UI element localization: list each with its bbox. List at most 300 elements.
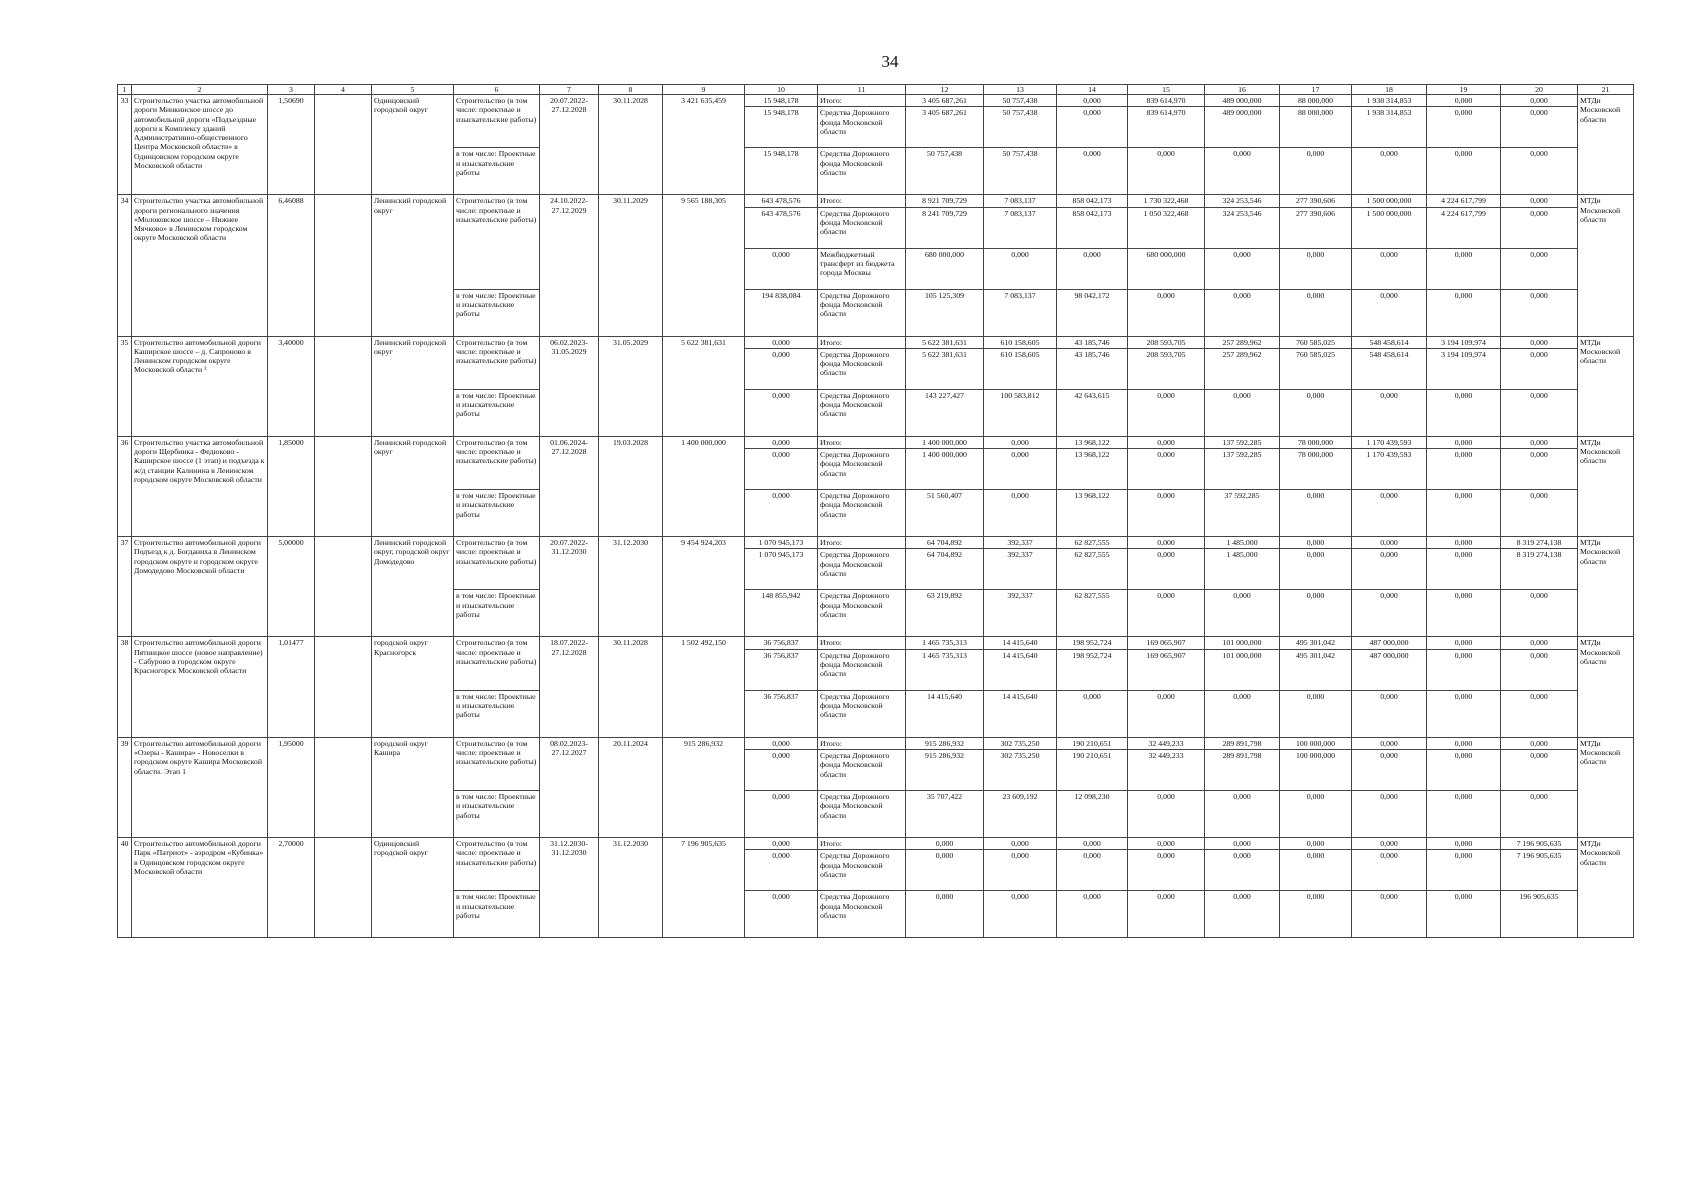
funding-source: Средства Дорожного фонда Московской области: [818, 490, 906, 537]
column-number-7: 7: [540, 85, 599, 95]
table-row: [118, 436, 1634, 448]
funding-value: 0,000: [1057, 248, 1128, 289]
funding-value: 14 415,640: [984, 690, 1057, 737]
funding-value: 0,000: [1501, 750, 1578, 791]
executor: МТДи Московской области: [1578, 195, 1634, 336]
funding-source: Итого:: [818, 95, 906, 107]
table-body: [118, 85, 1634, 938]
funding-value: 548 458,614: [1352, 348, 1427, 389]
column-number-8: 8: [599, 85, 663, 95]
funding-value: 760 585,025: [1280, 336, 1352, 348]
funding-value: 0,000: [1501, 248, 1578, 289]
funding-value: 3 405 687,261: [906, 95, 984, 107]
funding-value: 0,000: [1128, 449, 1205, 490]
funding-value: 858 042,173: [1057, 207, 1128, 248]
capacity: [315, 195, 372, 336]
financed-before: 0,000: [745, 336, 818, 348]
financed-before: 1 070 945,173: [745, 549, 818, 590]
funding-value: 78 000,000: [1280, 449, 1352, 490]
funding-value: 208 593,705: [1128, 336, 1205, 348]
work-period: 18.07.2022-27.12.2028: [540, 637, 599, 737]
funding-value: 0,000: [1427, 436, 1501, 448]
funding-value: 7 083,137: [984, 195, 1057, 207]
funding-value: 0,000: [1205, 389, 1280, 436]
funding-value: 7 196 905,635: [1501, 838, 1578, 850]
funding-value: 680 000,000: [1128, 248, 1205, 289]
funding-value: 302 735,250: [984, 750, 1057, 791]
capacity: [315, 336, 372, 436]
funding-value: 23 609,192: [984, 791, 1057, 838]
object-name: Строительство автомобильной дороги Каширское шоссе – д. Сапроново в Ленинском городском округе Московской области ³: [132, 336, 268, 436]
financed-before: 0,000: [745, 791, 818, 838]
funding-value: 489 000,000: [1205, 95, 1280, 107]
object-name: Строительство участка автомобильной дороги Минкинское шоссе до автомобильной дороги «Подъездные дороги к Комплексу зданий Административно-общественного Центра Московской области» в Одинцовском городском округе Московской области: [132, 95, 268, 195]
work-type: Строительство (в том числе: проектные и изыскательские работы): [454, 737, 540, 790]
table-row: [118, 737, 1634, 749]
funding-value: 7 196 905,635: [1501, 850, 1578, 891]
funding-value: 42 643,615: [1057, 389, 1128, 436]
funding-value: 100 583,812: [984, 389, 1057, 436]
funding-value: 0,000: [1352, 590, 1427, 637]
table-row: [118, 95, 1634, 107]
funding-value: 0,000: [1427, 289, 1501, 336]
funding-value: 0,000: [1205, 891, 1280, 938]
district: городской округ Кашира: [372, 737, 454, 837]
funding-value: 0,000: [1427, 248, 1501, 289]
funding-value: 610 158,605: [984, 348, 1057, 389]
funding-value: 4 224 617,799: [1427, 195, 1501, 207]
work-type: в том числе: Проектные и изыскательские работы: [454, 690, 540, 737]
funding-value: 137 592,285: [1205, 449, 1280, 490]
funding-source: Итого:: [818, 436, 906, 448]
district: Ленинский городской округ, городской округ Домодедово: [372, 537, 454, 637]
column-number-1: 1: [118, 85, 132, 95]
work-period: 31.12.2030-31.12.2030: [540, 838, 599, 938]
funding-value: 0,000: [1280, 891, 1352, 938]
funding-value: 257 289,962: [1205, 336, 1280, 348]
funding-value: 0,000: [1501, 449, 1578, 490]
funding-value: 50 757,438: [906, 148, 984, 195]
funding-value: 8 241 709,729: [906, 207, 984, 248]
funding-value: 0,000: [1352, 791, 1427, 838]
financed-before: 0,000: [745, 449, 818, 490]
funding-value: 0,000: [1501, 195, 1578, 207]
funding-value: 0,000: [1057, 690, 1128, 737]
funding-value: 489 000,000: [1205, 107, 1280, 148]
commissioning-date: 30.11.2029: [599, 195, 663, 336]
funding-source: Средства Дорожного фонда Московской области: [818, 289, 906, 336]
road-length: 5,00000: [268, 537, 315, 637]
funding-source: Средства Дорожного фонда Московской области: [818, 649, 906, 690]
funding-value: 392,337: [984, 549, 1057, 590]
funding-value: 0,000: [984, 838, 1057, 850]
funding-value: 208 593,705: [1128, 348, 1205, 389]
funding-source: Средства Дорожного фонда Московской области: [818, 107, 906, 148]
capacity: [315, 537, 372, 637]
funding-value: 64 704,892: [906, 549, 984, 590]
funding-value: 1 170 439,593: [1352, 449, 1427, 490]
column-number-14: 14: [1057, 85, 1128, 95]
funding-value: 1 050 322,468: [1128, 207, 1205, 248]
total-cost: 3 421 635,459: [663, 95, 745, 195]
funding-value: 0,000: [1427, 95, 1501, 107]
funding-source: Средства Дорожного фонда Московской области: [818, 148, 906, 195]
funding-value: 0,000: [1205, 590, 1280, 637]
funding-value: 190 210,651: [1057, 750, 1128, 791]
funding-value: 169 065,907: [1128, 637, 1205, 649]
district: городской округ Красногорск: [372, 637, 454, 737]
funding-value: 0,000: [1427, 690, 1501, 737]
funding-value: 78 000,000: [1280, 436, 1352, 448]
financed-before: 36 756,837: [745, 637, 818, 649]
funding-value: 0,000: [1427, 490, 1501, 537]
funding-value: 0,000: [1128, 389, 1205, 436]
funding-value: 0,000: [1205, 289, 1280, 336]
funding-value: 277 390,606: [1280, 207, 1352, 248]
table-row: [118, 838, 1634, 850]
district: Одинцовский городской округ: [372, 95, 454, 195]
table-row: [118, 537, 1634, 549]
column-number-12: 12: [906, 85, 984, 95]
commissioning-date: 31.12.2030: [599, 537, 663, 637]
funding-source: Средства Дорожного фонда Московской области: [818, 449, 906, 490]
funding-value: 1 485,000: [1205, 537, 1280, 549]
executor: МТДи Московской области: [1578, 838, 1634, 938]
funding-value: 487 000,000: [1352, 637, 1427, 649]
funding-value: 277 390,606: [1280, 195, 1352, 207]
financed-before: 0,000: [745, 389, 818, 436]
work-type: в том числе: Проектные и изыскательские работы: [454, 791, 540, 838]
funding-value: 0,000: [1205, 248, 1280, 289]
funding-value: 0,000: [1427, 637, 1501, 649]
funding-value: 0,000: [1352, 289, 1427, 336]
road-length: 1,95000: [268, 737, 315, 837]
funding-value: 0,000: [1501, 791, 1578, 838]
funding-value: 0,000: [1427, 791, 1501, 838]
table-row: [118, 195, 1634, 207]
total-cost: 1 400 000,000: [663, 436, 745, 536]
funding-value: 50 757,438: [984, 95, 1057, 107]
column-number-3: 3: [268, 85, 315, 95]
funding-value: 0,000: [1427, 891, 1501, 938]
funding-value: 0,000: [1501, 490, 1578, 537]
funding-value: 0,000: [1352, 148, 1427, 195]
funding-value: 0,000: [1427, 389, 1501, 436]
funding-value: 37 592,285: [1205, 490, 1280, 537]
funding-value: 1 400 000,000: [906, 436, 984, 448]
executor: МТДи Московской области: [1578, 637, 1634, 737]
financed-before: 643 478,576: [745, 207, 818, 248]
funding-value: 0,000: [906, 891, 984, 938]
district: Ленинский городской округ: [372, 336, 454, 436]
funding-value: 1 500 000,000: [1352, 207, 1427, 248]
funding-value: 35 707,422: [906, 791, 984, 838]
financed-before: 15 948,178: [745, 95, 818, 107]
capacity: [315, 95, 372, 195]
funding-value: 0,000: [1501, 637, 1578, 649]
funding-value: 0,000: [1501, 95, 1578, 107]
funding-source: Средства Дорожного фонда Московской области: [818, 549, 906, 590]
funding-value: 12 098,230: [1057, 791, 1128, 838]
funding-value: 915 286,932: [906, 750, 984, 791]
funding-value: 0,000: [984, 490, 1057, 537]
funding-value: 137 592,285: [1205, 436, 1280, 448]
funding-value: 0,000: [1057, 107, 1128, 148]
funding-value: 0,000: [1501, 148, 1578, 195]
object-name: Строительство автомобильной дороги Пятницкое шоссе (новое направление) - Сабурово в городском округе Красногорск Московской области: [132, 637, 268, 737]
funding-value: 105 125,309: [906, 289, 984, 336]
funding-value: 0,000: [984, 891, 1057, 938]
column-number-20: 20: [1501, 85, 1578, 95]
funding-value: 0,000: [1280, 549, 1352, 590]
funding-value: 0,000: [1352, 389, 1427, 436]
funding-value: 0,000: [1501, 590, 1578, 637]
financed-before: 36 756,837: [745, 649, 818, 690]
funding-value: 0,000: [1352, 737, 1427, 749]
capacity: [315, 436, 372, 536]
funding-value: 0,000: [984, 436, 1057, 448]
row-number: 33: [118, 95, 132, 195]
funding-value: 257 289,962: [1205, 348, 1280, 389]
commissioning-date: 30.11.2028: [599, 95, 663, 195]
funding-value: 0,000: [1352, 537, 1427, 549]
funding-source: Средства Дорожного фонда Московской области: [818, 791, 906, 838]
funding-value: 5 622 381,631: [906, 336, 984, 348]
funding-value: 8 319 274,138: [1501, 537, 1578, 549]
funding-value: 0,000: [1501, 336, 1578, 348]
funding-value: 0,000: [1128, 148, 1205, 195]
funding-source: Итого:: [818, 195, 906, 207]
row-number: 39: [118, 737, 132, 837]
funding-value: 8 921 709,729: [906, 195, 984, 207]
work-type: Строительство (в том числе: проектные и изыскательские работы): [454, 436, 540, 489]
column-number-16: 16: [1205, 85, 1280, 95]
funding-value: 548 458,614: [1352, 336, 1427, 348]
funding-value: 0,000: [1501, 690, 1578, 737]
funding-value: 0,000: [1427, 737, 1501, 749]
work-period: 24.10.2022-27.12.2029: [540, 195, 599, 336]
total-cost: 5 622 381,631: [663, 336, 745, 436]
funding-source: Средства Дорожного фонда Московской области: [818, 891, 906, 938]
funding-value: 0,000: [1427, 107, 1501, 148]
commissioning-date: 19.03.2028: [599, 436, 663, 536]
total-cost: 9 565 188,305: [663, 195, 745, 336]
funding-value: 0,000: [1057, 95, 1128, 107]
funding-value: 13 968,122: [1057, 436, 1128, 448]
district: Ленинский городской округ: [372, 195, 454, 336]
funding-value: 3 194 109,974: [1427, 348, 1501, 389]
funding-value: 143 227,427: [906, 389, 984, 436]
road-length: 2,70000: [268, 838, 315, 938]
funding-value: 839 614,970: [1128, 95, 1205, 107]
financed-before: 0,000: [745, 490, 818, 537]
funding-value: 0,000: [1128, 838, 1205, 850]
capacity: [315, 838, 372, 938]
work-type: в том числе: Проектные и изыскательские работы: [454, 590, 540, 637]
funding-value: 610 158,605: [984, 336, 1057, 348]
funding-source: Итого:: [818, 336, 906, 348]
row-number: 40: [118, 838, 132, 938]
funding-value: 100 000,000: [1280, 750, 1352, 791]
funding-value: 0,000: [1427, 537, 1501, 549]
column-number-13: 13: [984, 85, 1057, 95]
commissioning-date: 31.12.2030: [599, 838, 663, 938]
executor: МТДи Московской области: [1578, 336, 1634, 436]
funding-value: 1 400 000,000: [906, 449, 984, 490]
funding-value: 8 319 274,138: [1501, 549, 1578, 590]
financed-before: 0,000: [745, 248, 818, 289]
funding-value: 0,000: [984, 850, 1057, 891]
funding-value: 0,000: [1128, 850, 1205, 891]
funding-value: 14 415,640: [906, 690, 984, 737]
funding-value: 0,000: [906, 838, 984, 850]
work-type: Строительство (в том числе: проектные и изыскательские работы): [454, 838, 540, 891]
funding-value: 43 185,746: [1057, 348, 1128, 389]
funding-value: 0,000: [1501, 107, 1578, 148]
funding-source: Средства Дорожного фонда Московской области: [818, 590, 906, 637]
investment-program-table: [117, 84, 1634, 938]
funding-value: 289 891,798: [1205, 737, 1280, 749]
funding-value: 0,000: [1280, 690, 1352, 737]
funding-value: 0,000: [1205, 148, 1280, 195]
work-type: Строительство (в том числе: проектные и изыскательские работы): [454, 336, 540, 389]
column-number-2: 2: [132, 85, 268, 95]
funding-value: 62 827,555: [1057, 590, 1128, 637]
table-row: [118, 336, 1634, 348]
district: Ленинский городской округ: [372, 436, 454, 536]
financed-before: 15 948,178: [745, 148, 818, 195]
funding-value: 1 730 322,468: [1128, 195, 1205, 207]
funding-value: 0,000: [1280, 590, 1352, 637]
funding-value: 3 405 687,261: [906, 107, 984, 148]
funding-value: 101 000,000: [1205, 649, 1280, 690]
funding-value: 0,000: [1352, 490, 1427, 537]
funding-value: 0,000: [1205, 850, 1280, 891]
funding-value: 760 585,025: [1280, 348, 1352, 389]
funding-value: 5 622 381,631: [906, 348, 984, 389]
financed-before: 0,000: [745, 436, 818, 448]
funding-value: 32 449,233: [1128, 750, 1205, 791]
financed-before: 0,000: [745, 750, 818, 791]
work-type: в том числе: Проектные и изыскательские работы: [454, 490, 540, 537]
work-period: 20.07.2022-31.12.2030: [540, 537, 599, 637]
funding-value: 63 219,892: [906, 590, 984, 637]
page-number: 34: [881, 52, 899, 71]
funding-value: 0,000: [1427, 449, 1501, 490]
object-name: Строительство автомобильной дороги Подъезд к д. Богданиха в Ленинском городском округе и городском округе Домодедово Московской области: [132, 537, 268, 637]
column-number-4: 4: [315, 85, 372, 95]
funding-value: 0,000: [1352, 248, 1427, 289]
funding-value: 0,000: [1057, 838, 1128, 850]
funding-value: 0,000: [1427, 590, 1501, 637]
total-cost: 9 454 924,203: [663, 537, 745, 637]
funding-value: 0,000: [1205, 690, 1280, 737]
funding-value: 0,000: [1427, 838, 1501, 850]
work-type: Строительство (в том числе: проектные и изыскательские работы): [454, 637, 540, 690]
funding-value: 0,000: [1128, 791, 1205, 838]
executor: МТДи Московской области: [1578, 537, 1634, 637]
funding-value: 324 253,546: [1205, 195, 1280, 207]
commissioning-date: 31.05.2029: [599, 336, 663, 436]
funding-value: 1 500 000,000: [1352, 195, 1427, 207]
financed-before: 643 478,576: [745, 195, 818, 207]
funding-value: 88 000,000: [1280, 107, 1352, 148]
funding-value: 0,000: [1501, 649, 1578, 690]
column-number-5: 5: [372, 85, 454, 95]
funding-value: 4 224 617,799: [1427, 207, 1501, 248]
funding-value: 0,000: [1057, 148, 1128, 195]
funding-value: 1 170 439,593: [1352, 436, 1427, 448]
funding-value: 0,000: [1280, 148, 1352, 195]
commissioning-date: 20.11.2024: [599, 737, 663, 837]
funding-source: Итого:: [818, 537, 906, 549]
funding-value: 0,000: [1280, 838, 1352, 850]
funding-value: 0,000: [1128, 690, 1205, 737]
funding-value: 169 065,907: [1128, 649, 1205, 690]
funding-value: 0,000: [1280, 289, 1352, 336]
funding-value: 0,000: [1501, 436, 1578, 448]
funding-value: 7 083,137: [984, 289, 1057, 336]
funding-value: 680 000,000: [906, 248, 984, 289]
funding-value: 7 083,137: [984, 207, 1057, 248]
funding-value: 0,000: [1427, 148, 1501, 195]
funding-value: 13 968,122: [1057, 449, 1128, 490]
funding-value: 0,000: [1057, 891, 1128, 938]
funding-value: 0,000: [1352, 690, 1427, 737]
column-number-21: 21: [1578, 85, 1634, 95]
financed-before: 36 756,837: [745, 690, 818, 737]
funding-source: Средства Дорожного фонда Московской области: [818, 690, 906, 737]
funding-value: 0,000: [984, 248, 1057, 289]
funding-source: Средства Дорожного фонда Московской области: [818, 389, 906, 436]
funding-value: 0,000: [1128, 436, 1205, 448]
financed-before: 0,000: [745, 891, 818, 938]
object-name: Строительство автомобильной дороги «Озеры - Кашира» - Новоселки в городском округе Кашира Московской области. Этап 1: [132, 737, 268, 837]
funding-value: 0,000: [1501, 289, 1578, 336]
funding-value: 324 253,546: [1205, 207, 1280, 248]
work-type: Строительство (в том числе: проектные и изыскательские работы): [454, 95, 540, 148]
funding-value: 302 735,250: [984, 737, 1057, 749]
road-length: 3,40000: [268, 336, 315, 436]
funding-value: 198 952,724: [1057, 649, 1128, 690]
funding-value: 13 968,122: [1057, 490, 1128, 537]
row-number: 35: [118, 336, 132, 436]
funding-value: 62 827,555: [1057, 537, 1128, 549]
funding-value: 50 757,438: [984, 148, 1057, 195]
funding-value: 32 449,233: [1128, 737, 1205, 749]
funding-value: 495 301,042: [1280, 637, 1352, 649]
funding-value: 289 891,798: [1205, 750, 1280, 791]
funding-source: Средства Дорожного фонда Московской области: [818, 348, 906, 389]
funding-value: 392,337: [984, 590, 1057, 637]
funding-value: 0,000: [1427, 850, 1501, 891]
road-length: 1,50690: [268, 95, 315, 195]
funding-value: 0,000: [1280, 389, 1352, 436]
column-number-10: 10: [745, 85, 818, 95]
funding-source: Средства Дорожного фонда Московской области: [818, 750, 906, 791]
funding-value: 0,000: [1352, 549, 1427, 590]
object-name: Строительство участка автомобильной дороги Щербинка - Федюково - Каширское шоссе (1 этап) и подъезда к ж/д станции Калинина в Ленинском городском округе Московской области: [132, 436, 268, 536]
financed-before: 0,000: [745, 348, 818, 389]
funding-value: 0,000: [1128, 590, 1205, 637]
financed-before: 0,000: [745, 737, 818, 749]
column-number-row: [118, 85, 1634, 95]
column-number-15: 15: [1128, 85, 1205, 95]
work-type: в том числе: Проектные и изыскательские работы: [454, 289, 540, 336]
financed-before: 148 855,942: [745, 590, 818, 637]
funding-value: 50 757,438: [984, 107, 1057, 148]
funding-value: 0,000: [1280, 850, 1352, 891]
